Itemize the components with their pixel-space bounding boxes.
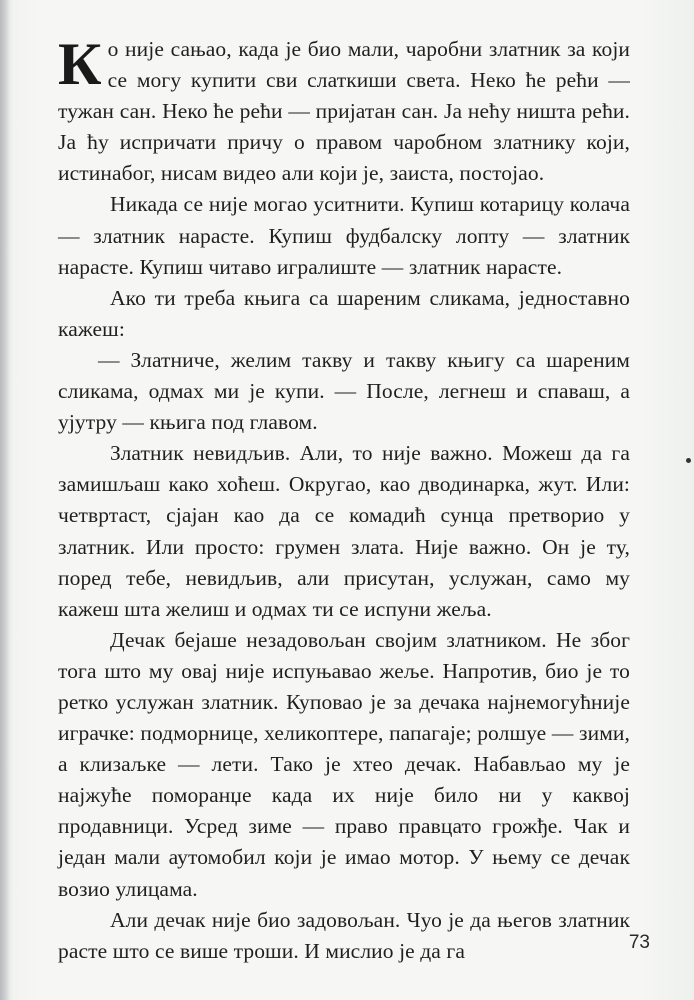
paragraph-1 bbox=[58, 31, 630, 189]
paragraph-3: Ако ти треба књига са шареним сликама, једноставно кажеш: bbox=[58, 285, 630, 341]
paragraph-1-text: о није сањао, када је био мали, чаробни златник за који се могу купити сви слаткиши света. Неко ће рећи — тужан сан. Неко ће рећи — пријатан сан. Ја нећу ништа рећи. Ја ћу испричати причу о правом чаробном златнику који, истинабог, нисам видео али који је, заиста, постојао. bbox=[58, 37, 630, 186]
drop-cap: К bbox=[58, 31, 102, 97]
paragraph-2: Никада се није могао уситнити. Купиш котарицу колача — златник нарасте. Купиш фудбалску лопту — златник нарасте. Купиш читаво игралиште — златник нарасте. bbox=[58, 192, 630, 279]
page-gutter-shadow bbox=[0, 0, 10, 1000]
paragraph-7: Али дечак није био задовољан. Чуо је да његов златник расте што се више троши. И мислио је да га bbox=[58, 907, 630, 963]
paragraph-6: Дечак бејаше незадовољан својим златником. Не због тога што му овај није испуњавао жеље. Напротив, био је то ретко услужан златник. Куповао је за дечака најнемогућније играчке: подморнице, хеликоптере, папагаје; ролшуе — зими, а клизаљке — лети. Тако је хтео дечак. Набављао му је најжуће поморанџе када их није било ни у каквој продавници. Усред зиме — право правцато грожђе. Чак и један мали аутомобил који је имао мотор. У њему се дечак возио улицама. bbox=[58, 627, 630, 901]
page-number: 73 bbox=[628, 932, 650, 953]
paragraph-5: Златник невидљив. Али, то није важно. Можеш да га замишљаш како хоћеш. Округао, као дводинарка, жут. Или: четвртаст, сјајан као да се комадић сунца претворио у златник. Или просто: грумен злата. Није важно. Он је ту, поред тебе, невидљив, али присутан, услужан, само му кажеш шта желиш и одмах ти се испуни жеља. bbox=[58, 441, 630, 621]
ink-speck bbox=[686, 458, 691, 463]
paragraph-4-dialog: — Златниче, желим такву и такву књигу са шареним сликама, одмах ми је купи. — После, легнеш и спаваш, а ујутру — књига под главом. bbox=[58, 347, 630, 435]
chapter-text bbox=[58, 31, 630, 967]
